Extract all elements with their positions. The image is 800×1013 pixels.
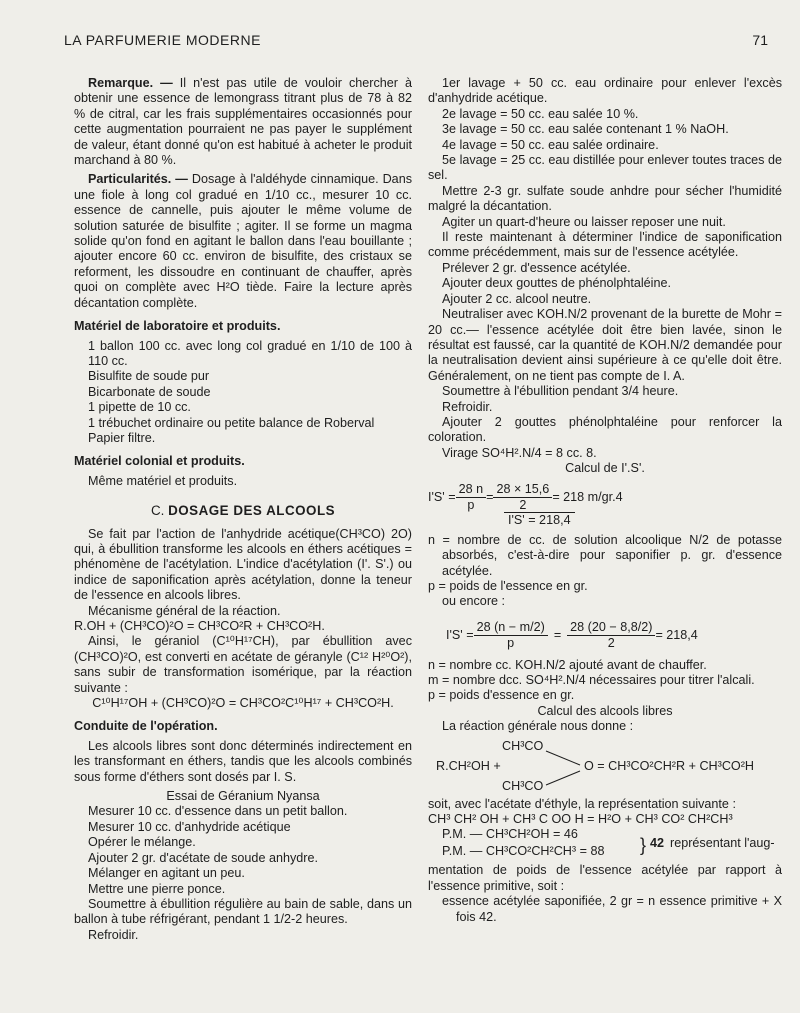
remarque-label: Remarque. — bbox=[88, 76, 173, 90]
f2-num-1: 28 (n − m/2) bbox=[474, 620, 548, 636]
mecanisme-line: Mécanisme général de la réaction. bbox=[88, 603, 281, 618]
running-head-title: LA PARFUMERIE MODERNE bbox=[64, 32, 261, 48]
essai-title: Essai de Géranium Nyansa bbox=[166, 789, 320, 804]
paragraph: Ajouter 2 gouttes phénolphtaléine pour renforcer la coloration. bbox=[428, 414, 782, 445]
paragraph: Ajouter 2 cc. alcool neutre. bbox=[442, 291, 592, 306]
calcul-al-title: Calcul des alcools libres bbox=[537, 703, 673, 718]
step-item: Mélanger en agitant un peu. bbox=[88, 866, 245, 881]
chem-bot: CH³CO bbox=[502, 778, 544, 793]
remarque-text: Il n'est pas utile de vouloir chercher à obtenir une essence de lemongrass titrant plus de 78 à 82 % de citral, car les frais supplémentaires occasionnés pour cette augmentation pourraient ne pas payer le supplément de valeur, étant donné qu'on est habitué à acheter le produit marchand à 80 %. bbox=[74, 76, 413, 168]
f1-den-2: 2 bbox=[519, 497, 527, 512]
particularites-text: Dosage à l'aldéhyde cinnamique. Dans une fiole à long col gradué en 1/10 cc., mesurer 10 cc. essence de cannelle, puis ajouter le même volume de solution saturée de bisulfite ; agiter. Il se forme un magma solide qu'on fond en agitant le ballon dans l'eau bouillante ; ajouter encore 60 cc. environ de bisulfite, des cristaux se reforment, les dissoudre en continuant de chauffer, après quoi on complète avec H²O tiède. Faire la lecture après décantation complète. bbox=[74, 172, 412, 310]
paragraph: Il reste maintenant à déterminer l'indice de saponification comme précédemment, mais sur de l'essence acétylée. bbox=[428, 230, 782, 260]
ou-encore: ou encore : bbox=[442, 594, 506, 609]
chem-top: CH³CO bbox=[502, 738, 544, 753]
running-head bbox=[64, 32, 768, 52]
eq-ethyl: CH³ CH² OH + CH³ C OO H = H²O + CH³ CO² CH²CH³ bbox=[428, 812, 733, 827]
f2-result: = 218,4 bbox=[655, 628, 698, 643]
right-column bbox=[428, 76, 782, 925]
formula-is-2 bbox=[446, 620, 782, 652]
mat-lab-item: 1 pipette de 10 cc. bbox=[88, 400, 191, 415]
pm-brace: } bbox=[640, 835, 647, 856]
mat-lab-item: Bisulfite de soude pur bbox=[88, 369, 210, 384]
paragraph: Ajouter deux gouttes de phénolphtaléine. bbox=[442, 276, 671, 291]
remarque-paragraph bbox=[74, 76, 412, 168]
f1-result: = 218 m/gr.4 bbox=[552, 489, 623, 504]
formula-is bbox=[428, 482, 782, 529]
chem-left: R.CH²OH + bbox=[436, 758, 501, 773]
step-item: Ajouter 2 gr. d'acétate de soude anhydre. bbox=[88, 850, 318, 865]
step-item: Mesurer 10 cc. d'essence dans un petit ballon. bbox=[88, 804, 348, 819]
f2-den-2: 2 bbox=[607, 636, 615, 651]
mat-lab-item: 1 ballon 100 cc. avec long col gradué en 1/10 de 100 à 110 cc. bbox=[88, 338, 412, 368]
reaction-1: R.OH + (CH³CO)²O = CH³CO²R + CH³CO²H. bbox=[74, 619, 325, 633]
particularites-label: Particularités. — bbox=[88, 172, 188, 187]
f1-eq: = bbox=[486, 489, 494, 504]
soit-line: soit, avec l'acétate d'éthyle, la représentation suivante : bbox=[428, 796, 736, 811]
reac-gen: La réaction générale nous donne : bbox=[442, 719, 634, 734]
geraniol-paragraph: Ainsi, le géraniol (C¹⁰H¹⁷CH), par ébullition avec (CH³CO)²O, est converti en acétate de géranyle (C¹² H²⁰O²), sans subir de transformation isomérique, par la réaction suivante : bbox=[74, 634, 412, 695]
step-item: Refroidir. bbox=[88, 927, 139, 942]
section-letter: C. bbox=[150, 503, 165, 519]
pm-block bbox=[428, 827, 782, 863]
f2-den-1: p bbox=[507, 636, 515, 651]
mat-lab-heading: Matériel de laboratoire et produits. bbox=[74, 319, 281, 334]
chem-mid: O = CH³CO²CH²R + CH³CO²H bbox=[584, 758, 755, 773]
section-title: DOSAGE DES ALCOOLS bbox=[168, 503, 336, 519]
calcul-is-title: Calcul de I'.S'. bbox=[565, 461, 645, 476]
f1-lhs: I'S' = bbox=[428, 489, 456, 504]
mat-lab-item: 1 trébuchet ordinaire ou petite balance de Roberval bbox=[88, 415, 375, 430]
section-heading bbox=[74, 503, 412, 518]
paragraph: Refroidir. bbox=[442, 399, 493, 414]
particularites-paragraph bbox=[74, 172, 412, 311]
lavage-line: 2e lavage = 50 cc. eau salée 10 %. bbox=[442, 106, 639, 121]
step-item: Soumettre à ébullition régulière au bain de sable, dans un ballon à tube réfrigérant, pendant 1 1/2-2 heures. bbox=[74, 896, 412, 927]
pm-tail: représentant l'aug- bbox=[670, 836, 775, 851]
conduite-text: Les alcools libres sont donc déterminés indirectement en les transformant en éthers, tandis que les alcools combinés sous forme d'éthers sont dosés par I. S. bbox=[74, 738, 412, 784]
left-column bbox=[74, 76, 412, 943]
paragraph: Soumettre à l'ébullition pendant 3/4 heure. bbox=[442, 384, 679, 399]
virage-line: Virage SO⁴H².N/4 = 8 cc. 8. bbox=[442, 445, 597, 460]
f2-frac-2 bbox=[567, 620, 655, 652]
f1-num-2: 28 × 15,6 bbox=[493, 482, 552, 498]
step-item: Mettre une pierre ponce. bbox=[88, 881, 226, 896]
lavage-line: 3e lavage = 50 cc. eau salée contenant 1 % NaOH. bbox=[442, 122, 729, 137]
f2-lhs: I'S' = bbox=[446, 628, 474, 643]
f1-num-1: 28 n bbox=[456, 482, 487, 498]
page-number: 71 bbox=[752, 32, 768, 48]
pm-line-2: P.M. — CH³CO²CH²CH³ = 88 bbox=[442, 844, 605, 859]
f2-num-2: 28 (20 − 8,8/2) bbox=[567, 620, 655, 636]
def-m: m = nombre dcc. SO⁴H².N/4 nécessaires pour titrer l'alcali. bbox=[428, 673, 755, 688]
f1-frac-1 bbox=[456, 482, 487, 514]
def-n2: n = nombre cc. KOH.N/2 ajouté avant de chauffer. bbox=[428, 657, 707, 672]
paragraph: Neutraliser avec KOH.N/2 provenant de la burette de Mohr = 20 cc.— l'essence acétylée doit être bien lavée, sinon le résultat est faussé, car la quantité de KOH.N/2 demandée pour la neutralisation devient ainsi supérieure à ce qu'elle doit être. Généralement, on ne tient pas compte de I. A. bbox=[428, 307, 782, 383]
paragraph: Agiter un quart-d'heure ou laisser reposer une nuit. bbox=[442, 214, 726, 229]
chem-scheme bbox=[428, 739, 782, 795]
mat-lab-item: Papier filtre. bbox=[88, 430, 156, 445]
def-p: p = poids de l'essence en gr. bbox=[428, 579, 588, 593]
conduite-heading: Conduite de l'opération. bbox=[74, 719, 218, 734]
step-item: Opérer le mélange. bbox=[88, 835, 196, 850]
mat-lab-item: Bicarbonate de soude bbox=[88, 384, 211, 399]
lavage-line: 1er lavage + 50 cc. eau ordinaire pour enlever l'excès d'anhydride acétique. bbox=[428, 76, 782, 106]
f1-den-1: p bbox=[467, 497, 475, 512]
lavage-line: 5e lavage = 25 cc. eau distillée pour enlever toutes traces de sel. bbox=[428, 153, 782, 183]
step-item: Mesurer 10 cc. d'anhydride acétique bbox=[88, 819, 291, 834]
lavage-line: 4e lavage = 50 cc. eau salée ordinaire. bbox=[442, 137, 659, 152]
mat-col-heading: Matériel colonial et produits. bbox=[74, 454, 245, 469]
f1-final: I'S' = 218,4 bbox=[504, 512, 575, 527]
f2-equals: = bbox=[553, 628, 562, 643]
paragraph: Prélever 2 gr. d'essence acétylée. bbox=[442, 260, 631, 275]
mat-col-text: Même matériel et produits. bbox=[88, 473, 238, 488]
pm-line-1: P.M. — CH³CH²OH = 46 bbox=[442, 827, 578, 842]
final-eq: essence acétylée saponifiée, 2 gr = n essence primitive + X fois 42. bbox=[442, 894, 782, 924]
aug-text: mentation de poids de l'essence acétylée par rapport à l'essence primitive, soit : bbox=[428, 863, 782, 893]
f1-frac-2 bbox=[493, 482, 552, 514]
def-p2: p = poids d'essence en gr. bbox=[428, 688, 575, 703]
def-n: n = nombre de cc. de solution alcoolique N/2 de potasse absorbés, c'est-à-dire pour saponifier p. gr. d'essence acétylée. bbox=[428, 532, 782, 578]
reaction-2: C¹⁰H¹⁷OH + (CH³CO)²O = CH³CO²C¹⁰H¹⁷ + CH³CO²H. bbox=[92, 696, 394, 711]
pm-42: 42 bbox=[650, 836, 665, 851]
paragraph: Mettre 2-3 gr. sulfate soude anhdre pour sécher l'humidité malgré la décantation. bbox=[428, 183, 782, 214]
f2-frac-1 bbox=[474, 620, 548, 652]
intro-paragraph: Se fait par l'action de l'anhydride acétique(CH³CO) 2O) qui, à ébullition transforme les alcools en éthers acétiques = phénomène de l'acétylation. L'indice d'acétylation (I'. S'.) ou indice de saponification après acétylation, donne la teneur de l'essence en alcools libres. bbox=[74, 526, 412, 603]
